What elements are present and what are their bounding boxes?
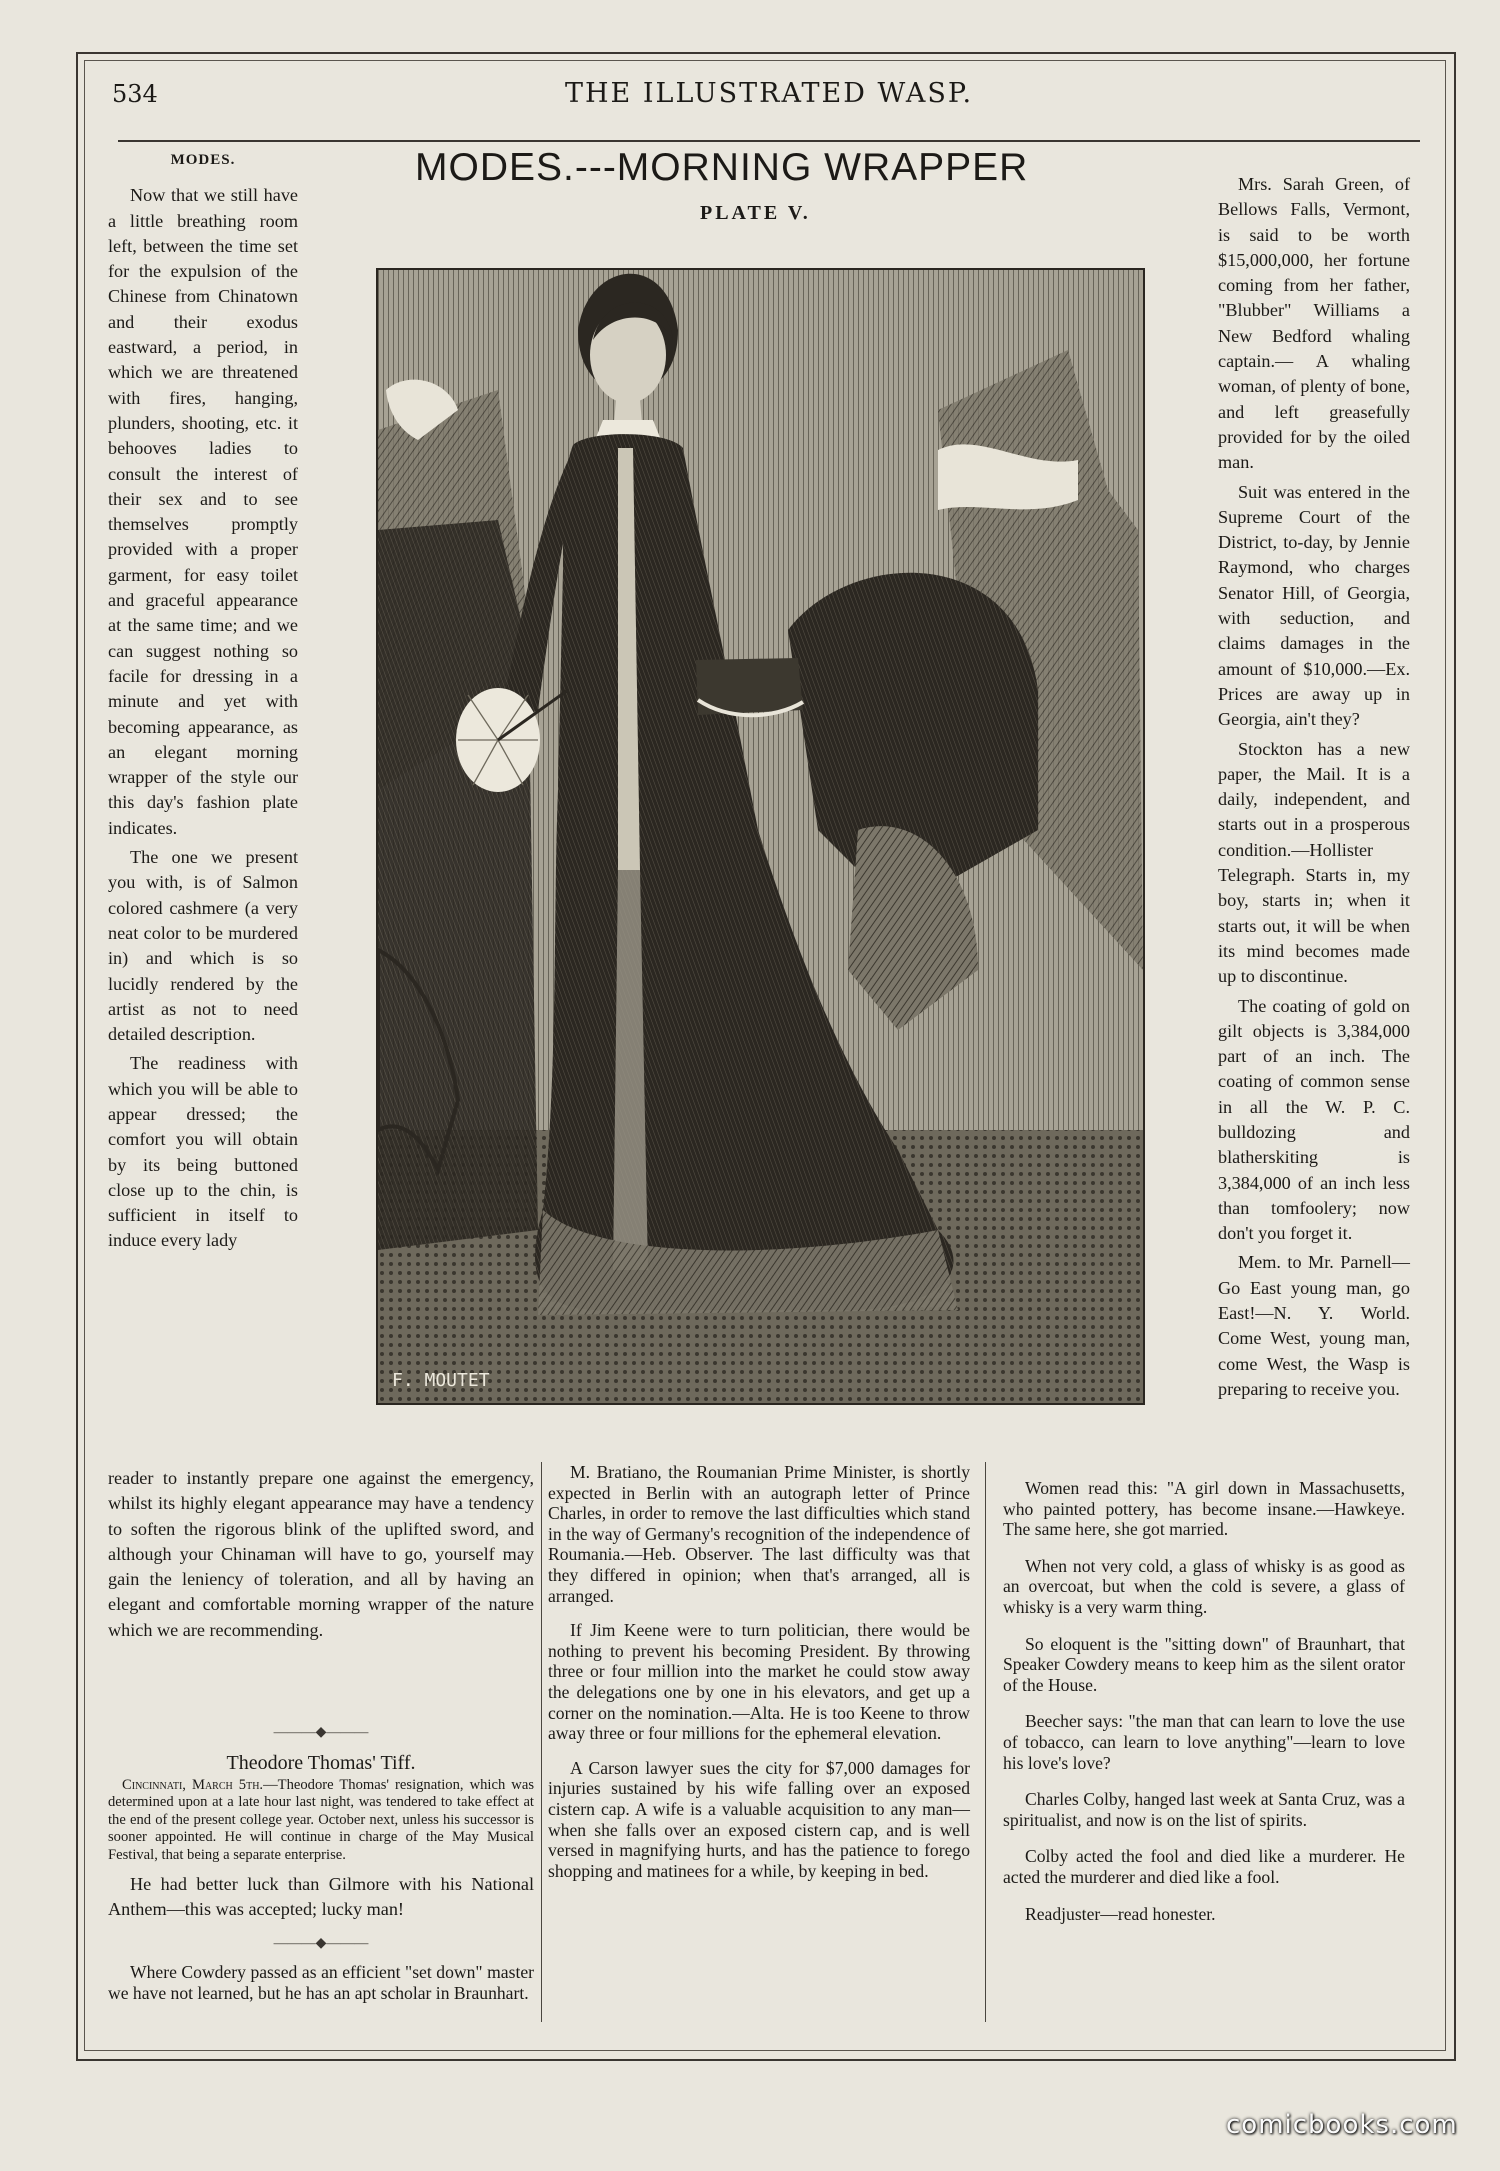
masthead: THE ILLUSTRATED WASP.	[565, 78, 974, 109]
news-item: Women read this: "A girl down in Massachusetts, who painted pottery, has become insane.—Hawkeye. The same here, she got married.	[1003, 1478, 1405, 1540]
engraver-signature: F. MOUTET	[392, 1370, 490, 1391]
news-item: The coating of gold on gilt objects is 3,384,000 part of an inch. The coating of common sense in all the W. P. C. bulldozing and blatherskiting is 3,384,000 of an inch less than tomfoolery; now don't you forget it.	[1218, 995, 1410, 1244]
news-item: Mrs. Sarah Green, of Bellows Falls, Vermont, is said to be worth $15,000,000, her fortune coming from her father, "Blubber" Williams a New Bedford whaling captain.— A whaling woman, of plenty of bone, and left greasefully provided for by the oiled man.	[1218, 174, 1410, 473]
news-item: When not very cold, a glass of whisky is as good as an overcoat, but when the cold is severe, a glass of whisky is a very warm thing.	[1003, 1555, 1405, 1617]
article-paragraph: Now that we still have a little breathing room left, between the time set for the expulsion of the Chinese from Chinatown and their exodus eastward, a period, in which we are threatened with fires, hanging, plunders, shooting, etc. it behooves ladies to consult the interest of their sex and to see themselves promptly provided with a proper garment, for easy toilet and graceful appearance at the same time; and we can suggest nothing so facile for dressing in a minute and yet with becoming appearance, as an elegant morning wrapper of the style our this day's fashion plate indicates.	[108, 185, 298, 838]
ornament-divider: ———◆———	[273, 1725, 369, 1740]
page-number: 534	[112, 80, 158, 108]
news-item: Mem. to Mr. Parnell—Go East young man, go East!—N. Y. World. Come West, young man, come West, the Wasp is preparing to receive you.	[1218, 1252, 1410, 1399]
news-item: Charles Colby, hanged last week at Santa Cruz, was a spiritualist, and now is on the list of spirits.	[1003, 1789, 1405, 1830]
news-item: Readjuster—read honester.	[1025, 1903, 1216, 1924]
tiff-dateline: Cincinnati, March 5th.	[122, 1776, 264, 1793]
plate-label: PLATE V.	[700, 202, 811, 224]
article-title: MODES.---MORNING WRAPPER	[415, 146, 1029, 189]
modes-article-continuation	[108, 1466, 534, 1643]
site-watermark: comicbooks.com	[1226, 2110, 1458, 2140]
section-label: MODES.	[170, 152, 236, 168]
news-item: Beecher says: "the man that can learn to love the use of tobacco, can learn to love anything"—learn to love his love's love?	[1003, 1711, 1405, 1773]
ornament-divider: ———◆———	[273, 1935, 369, 1951]
tiff-article	[108, 1712, 534, 2003]
article-paragraph: The one we present you with, is of Salmon colored cashmere (a very neat color to be murdered in) and which is so lucidly rendered by the artist as not to need detailed description.	[108, 847, 298, 1045]
news-item: Suit was entered in the Supreme Court of the District, to-day, by Jennie Raymond, who charges Senator Hill, of Georgia, with seduction, and claims damages in the amount of $10,000.—Ex. Prices are away up in Georgia, ain't they?	[1218, 481, 1410, 730]
news-item: So eloquent is the "sitting down" of Braunhart, that Speaker Cowdery means to keep him as the silent orator of the House.	[1003, 1633, 1405, 1695]
news-item: If Jim Keene were to turn politician, there would be nothing to prevent his becoming President. By throwing three or four million into the market he could stow away the delegations one by one in his elevators, and get up a corner on the nomination.—Alta. He is too Keene to throw away three or four millions for the ephemeral elevation.	[548, 1620, 970, 1744]
news-item: Stockton has a new paper, the Mail. It is a daily, independent, and starts out in a prosperous condition.—Hollister Telegraph. Starts in, my boy, starts in; when it starts out, it will be when its mind becomes made up to discontinue.	[1218, 738, 1410, 987]
news-items-right-column	[1218, 172, 1410, 1402]
column-rule	[985, 1462, 986, 2022]
article-paragraph: reader to instantly prepare one against the emergency, whilst its highly elegant appearance may have a tendency to soften the rigorous blink of the uplifted sword, and although your Chinaman will have to go, yourself may gain the leniency of toleration, and all by having an elegant and comfortable morning wrapper of the nature which we are recommending.	[108, 1468, 534, 1640]
news-item: M. Bratiano, the Roumanian Prime Minister, is shortly expected in Berlin with an autograph letter of Prince Charles, in order to remove the last difficulties which stand in the way of Germany's recognition of the independence of Roumania.—Heb. Observer. The last difficulty was that they differed in opinion; when that's arranged, all is arranged.	[548, 1462, 970, 1606]
cowdery-item: Where Cowdery passed as an efficient "set down" master we have not learned, but he has an apt scholar in Braunhart.	[108, 1961, 534, 2003]
engraving-drawing	[378, 270, 1143, 1403]
column-rule	[541, 1462, 542, 2022]
news-item: A Carson lawyer sues the city for $7,000 damages for injuries sustained by his wife falling over an exposed cistern cap. A wife is a valuable acquisition to any man—when she falls over an exposed cistern cap, and is well versed in magnifying hurts, and has the patience to forego shopping and matinees for a while, by keeping in bed.	[548, 1757, 970, 1881]
news-items-bottom-right-column	[1003, 1478, 1405, 1924]
article-paragraph: The readiness with which you will be able to appear dressed; the comfort you will obtain by its being buttoned close up to the chin, is sufficient in itself to induce every lady	[108, 1053, 298, 1251]
tiff-dispatch	[108, 1777, 534, 1865]
header-rule	[118, 140, 1420, 142]
news-item: Colby acted the fool and died like a murderer. He acted the murderer and died like a fool.	[1003, 1846, 1405, 1887]
tiff-title: Theodore Thomas' Tiff.	[226, 1752, 416, 1775]
tiff-dispatch-text: —Theodore Thomas' resignation, which was determined upon at a late hour last night, was tendered to take effect at the end of the present college year. October next, unless his successor is sooner appointed. He will continue in charge of the May Musical Festival, that being a separate enterprise.	[108, 1776, 534, 1863]
modes-article-column	[108, 148, 298, 1254]
fashion-plate-illustration	[376, 268, 1145, 1405]
tiff-comment: He had better luck than Gilmore with his National Anthem—this was accepted; lucky man!	[108, 1874, 534, 1920]
news-items-middle-column	[548, 1462, 970, 1881]
